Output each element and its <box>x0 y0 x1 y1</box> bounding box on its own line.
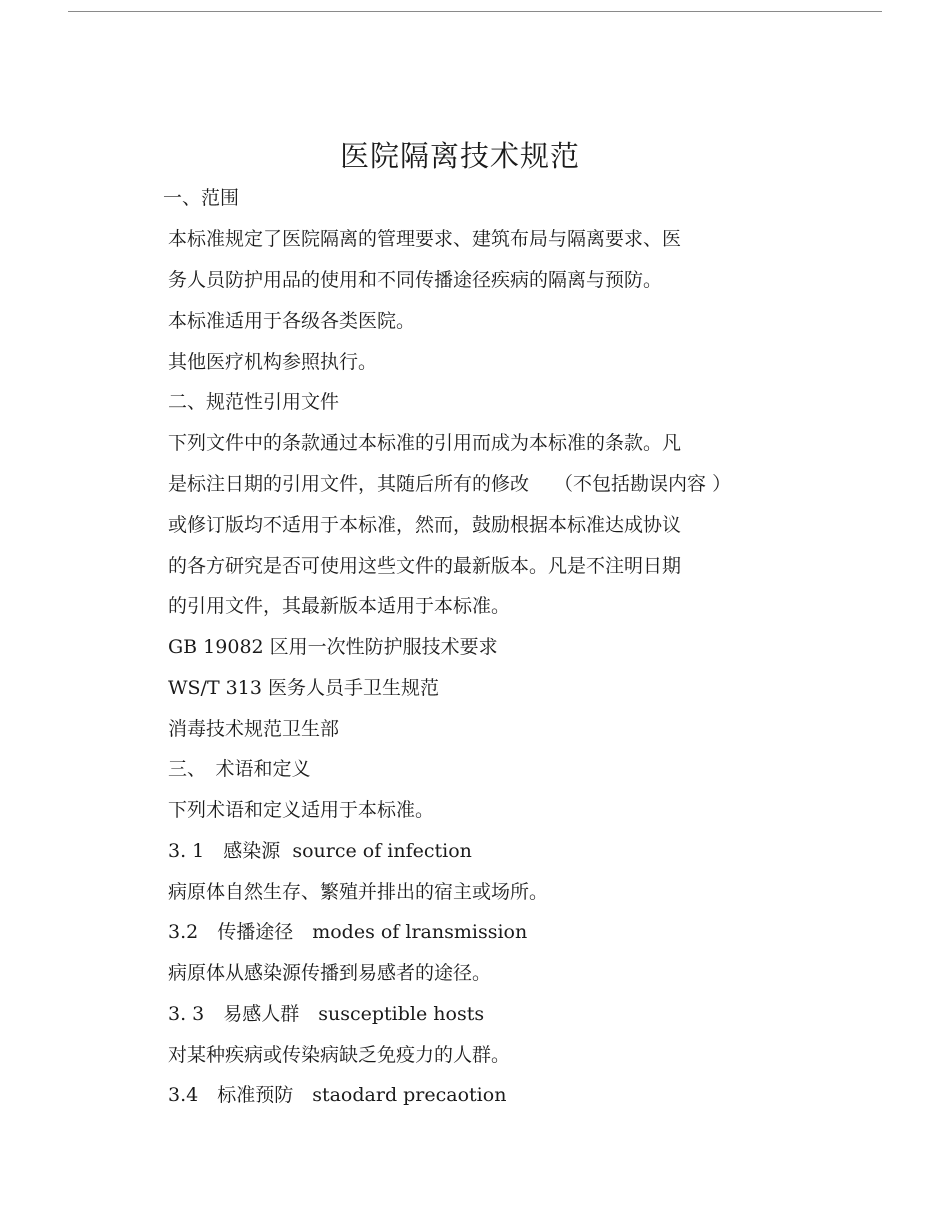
term-definition: 对某种疾病或传染病缺乏免疫力的人群。 <box>168 1044 511 1066</box>
term-heading: 3.2 传播途径 modes of lransmission <box>168 921 528 943</box>
section-heading-terms: 三、 术语和定义 <box>168 758 311 780</box>
reference-item: GB 19082 区用一次性防护服技术要求 <box>168 636 498 658</box>
paragraph-line: 的各方研究是否可使用这些文件的最新版本。凡是不注明日期 <box>168 555 682 577</box>
term-definition: 病原体从感染源传播到易感者的途径。 <box>168 962 492 984</box>
paragraph-line: 是标注日期的引用文件，其随后所有的修改 （不包括勘误内容 ） <box>168 473 732 495</box>
paragraph-line: 务人员防护用品的使用和不同传播途径疾病的隔离与预防。 <box>168 269 663 291</box>
term-heading: 3. 1 感染源 source of infection <box>168 840 472 862</box>
section-heading-references: 二、规范性引用文件 <box>168 391 340 413</box>
paragraph-line: 下列文件中的条款通过本标准的引用而成为本标准的条款。凡 <box>168 432 682 454</box>
term-heading: 3. 3 易感人群 susceptible hosts <box>168 1003 485 1025</box>
paragraph-line: 或修订版均不适用于本标准，然而，鼓励根据本标准达成协议 <box>168 514 682 536</box>
paragraph-line: 本标准适用于各级各类医院。 <box>168 310 416 332</box>
paragraph-line: 下列术语和定义适用于本标准。 <box>168 799 435 821</box>
document-title: 医院隔离技术规范 <box>339 139 580 173</box>
reference-item: WS/T 313 医务人员手卫生规范 <box>168 677 439 699</box>
term-definition: 病原体自然生存、繁殖并排出的宿主或场所。 <box>168 881 549 903</box>
term-heading: 3.4 标准预防 staodard precaotion <box>168 1084 507 1106</box>
paragraph-line: 其他医疗机构参照执行。 <box>168 351 378 373</box>
paragraph-line: 的引用文件，其最新版本适用于本标准。 <box>168 595 511 617</box>
header-rule <box>68 11 882 12</box>
reference-item: 消毒技术规范卫生部 <box>168 718 340 740</box>
paragraph-line: 本标准规定了医院隔离的管理要求、建筑布局与隔离要求、医 <box>168 228 682 250</box>
section-heading-scope: 一、范围 <box>163 187 240 209</box>
